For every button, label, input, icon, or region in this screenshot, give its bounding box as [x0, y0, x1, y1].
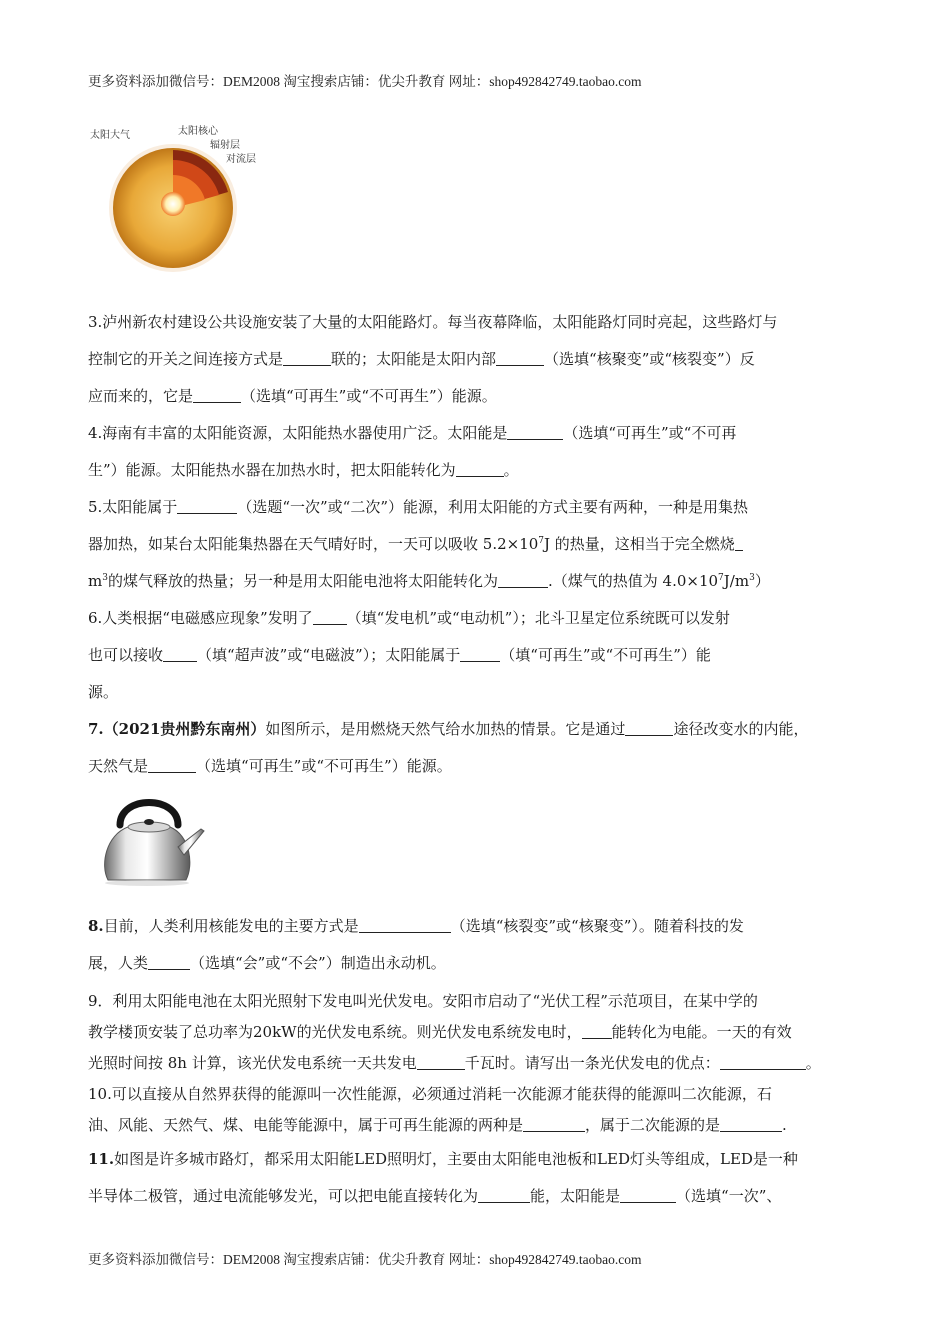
q5-text: （选题“一次”或“二次”）能源，利用太阳能的方式主要有两种，一种是用集热 — [237, 498, 748, 516]
q9-blank-1[interactable] — [582, 1023, 612, 1039]
q5-text: 5.太阳能属于 — [88, 498, 178, 516]
q6-text: 源。 — [88, 683, 119, 701]
q4-text: 4.海南有丰富的太阳能资源，太阳能热水器使用广泛。太阳能是 — [88, 424, 508, 442]
q8-text: 展，人类 — [88, 954, 149, 972]
q5-text: m — [88, 572, 103, 590]
q5-exponent: 3 — [102, 573, 108, 583]
q6-text: （填“可再生”或“不可再生”）能 — [500, 646, 711, 664]
label-sun-atmosphere: 太阳大气 — [90, 130, 130, 141]
q5-text: 器加热，如某台太阳能集热器在天气晴好时，一天可以吸收 5.2×10 — [88, 535, 539, 553]
kettle-body — [105, 827, 190, 880]
kettle-knob — [144, 819, 154, 825]
q11-text: 如图是许多城市路灯，都采用太阳能LED照明灯，主要由太阳能电池板和LED灯头等组成，LED是一种 — [114, 1150, 798, 1168]
page-footer: 更多资料添加微信号：DEM2008 淘宝搜索店铺：优尖升教育 网址：shop492842749.taobao.com — [88, 1252, 642, 1267]
question-6 — [88, 600, 870, 711]
q5-exponent: 7 — [538, 536, 545, 546]
q7-text: 途径改变水的内能， — [673, 720, 809, 738]
q11-text: （选填“一次”、 — [676, 1187, 782, 1205]
q9-text: 千瓦时。请写出一条光伏发电的优点： — [464, 1054, 720, 1072]
q5-text: ） — [754, 572, 770, 590]
q3-text: （选填“核聚变”或“核裂变”）反 — [544, 350, 755, 368]
question-11 — [88, 1141, 870, 1215]
question-5 — [88, 489, 870, 600]
q6-blank-1[interactable] — [313, 609, 347, 625]
q7-blank-1[interactable] — [625, 720, 673, 736]
q8-blank-2[interactable] — [148, 954, 190, 970]
q3-blank-2[interactable] — [496, 350, 544, 366]
question-10 — [88, 1079, 870, 1141]
q4-text: 。 — [503, 461, 519, 479]
q7-text: 如图所示，是用燃烧天然气给水加热的情景。它是通过 — [265, 720, 626, 738]
q9-blank-2[interactable] — [417, 1054, 465, 1070]
q9-text: 教学楼顶安装了总功率为20kW的光伏发电系统。则光伏发电系统发电时， — [88, 1023, 582, 1041]
q3-blank-1[interactable] — [283, 350, 331, 366]
q5-blank-2[interactable] — [735, 535, 743, 551]
q5-text: 的煤气释放的热量；另一种是用太阳能电池将太阳能转化为 — [107, 572, 498, 590]
q7-source: （2021贵州黔东南州） — [103, 720, 266, 738]
q6-blank-2[interactable] — [163, 646, 197, 662]
q11-text: 半导体二极管，通过电流能够发光，可以把电能直接转化为 — [88, 1187, 479, 1205]
q9-text: 。 — [805, 1054, 821, 1072]
q10-text: ，属于二次能源的是 — [585, 1116, 721, 1134]
q8-text: （选填“核裂变”或“核聚变”）。随着科技的发 — [450, 917, 744, 935]
q6-text: 6.人类根据“电磁感应现象”发明了 — [88, 609, 313, 627]
q4-blank-1[interactable] — [507, 424, 563, 440]
q9-blank-3[interactable] — [720, 1054, 806, 1070]
questions-block-1 — [88, 304, 870, 785]
page-header: 更多资料添加微信号：DEM2008 淘宝搜索店铺：优尖升教育 网址：shop492842749.taobao.com — [88, 74, 642, 89]
q3-text: （选填“可再生”或“不可再生”）能源。 — [241, 387, 497, 405]
q8-text: （选填“会”或“不会”）制造出永动机。 — [190, 954, 446, 972]
label-sun-core: 太阳核心 — [178, 126, 218, 137]
q9-text: 光照时间按 8h 计算，该光伏发电系统一天共发电 — [88, 1054, 417, 1072]
question-3 — [88, 304, 870, 415]
sun-structure-figure — [88, 120, 268, 275]
q5-blank-3[interactable] — [498, 572, 548, 588]
q6-blank-3[interactable] — [460, 646, 500, 662]
q6-text: （填“发电机”或“电动机”）；北斗卫星定位系统既可以发射 — [346, 609, 730, 627]
sun-core — [161, 192, 185, 216]
q4-text: 生”）能源。太阳能热水器在加热水时，把太阳能转化为 — [88, 461, 456, 479]
kettle-image — [98, 785, 210, 890]
question-9 — [88, 986, 870, 1079]
q5-exponent: 3 — [749, 573, 755, 583]
q9-text: 9．利用太阳能电池在太阳光照射下发电叫光伏发电。安阳市启动了“光伏工程”示范项目，在某中学的 — [88, 992, 758, 1010]
question-4 — [88, 415, 870, 489]
q7-blank-2[interactable] — [148, 757, 196, 773]
q3-text: 联的；太阳能是太阳内部 — [331, 350, 497, 368]
q7-text: 天然气是 — [88, 757, 149, 775]
q8-blank-1[interactable] — [359, 917, 451, 933]
kettle-shadow — [105, 880, 189, 886]
q8-number: 8. — [88, 917, 104, 935]
q10-blank-1[interactable] — [523, 1116, 585, 1132]
question-8 — [88, 908, 870, 982]
questions-block-2 — [88, 908, 870, 1215]
q8-text: 目前，人类利用核能发电的主要方式是 — [103, 917, 359, 935]
question-7 — [88, 711, 870, 785]
q6-text: 也可以接收 — [88, 646, 164, 664]
q10-text: . — [782, 1116, 787, 1134]
q4-text: （选填“可再生”或“不可再 — [563, 424, 737, 442]
q11-blank-2[interactable] — [620, 1187, 676, 1203]
q11-number: 11. — [88, 1150, 115, 1168]
q3-text: 应而来的，它是 — [88, 387, 194, 405]
q3-blank-3[interactable] — [193, 387, 241, 403]
q5-text: J/m — [723, 572, 750, 590]
q11-blank-1[interactable] — [478, 1187, 530, 1203]
q10-text: 油、风能、天然气、煤、电能等能源中，属于可再生能源的两种是 — [88, 1116, 524, 1134]
q3-line1: 3.泸州新农村建设公共设施安装了大量的太阳能路灯。每当夜幕降临，太阳能路灯同时亮起，这些路灯与 — [88, 313, 778, 331]
q7-text: （选填“可再生”或“不可再生”）能源。 — [196, 757, 452, 775]
label-radiation-zone: 辐射层 — [210, 140, 240, 151]
q5-blank-1[interactable] — [177, 498, 237, 514]
sun-diagram — [88, 120, 268, 275]
q10-text: 10.可以直接从自然界获得的能源叫一次性能源，必须通过消耗一次能源才能获得的能源叫二次能源，石 — [88, 1085, 772, 1103]
q5-text: J 的热量，这相当于完全燃烧 — [544, 535, 735, 553]
kettle-figure — [98, 785, 210, 890]
q5-text: .（煤气的热值为 4.0×10 — [547, 572, 719, 590]
q4-blank-2[interactable] — [456, 461, 504, 477]
label-convection-zone: 对流层 — [226, 154, 256, 165]
q6-text: （填“超声波”或“电磁波”）；太阳能属于 — [197, 646, 461, 664]
q3-text: 控制它的开关之间连接方式是 — [88, 350, 284, 368]
q11-text: 能，太阳能是 — [530, 1187, 621, 1205]
q9-text: 能转化为电能。一天的有效 — [611, 1023, 792, 1041]
q10-blank-2[interactable] — [720, 1116, 782, 1132]
q5-exponent: 7 — [718, 573, 724, 583]
q7-number: 7. — [88, 720, 104, 738]
